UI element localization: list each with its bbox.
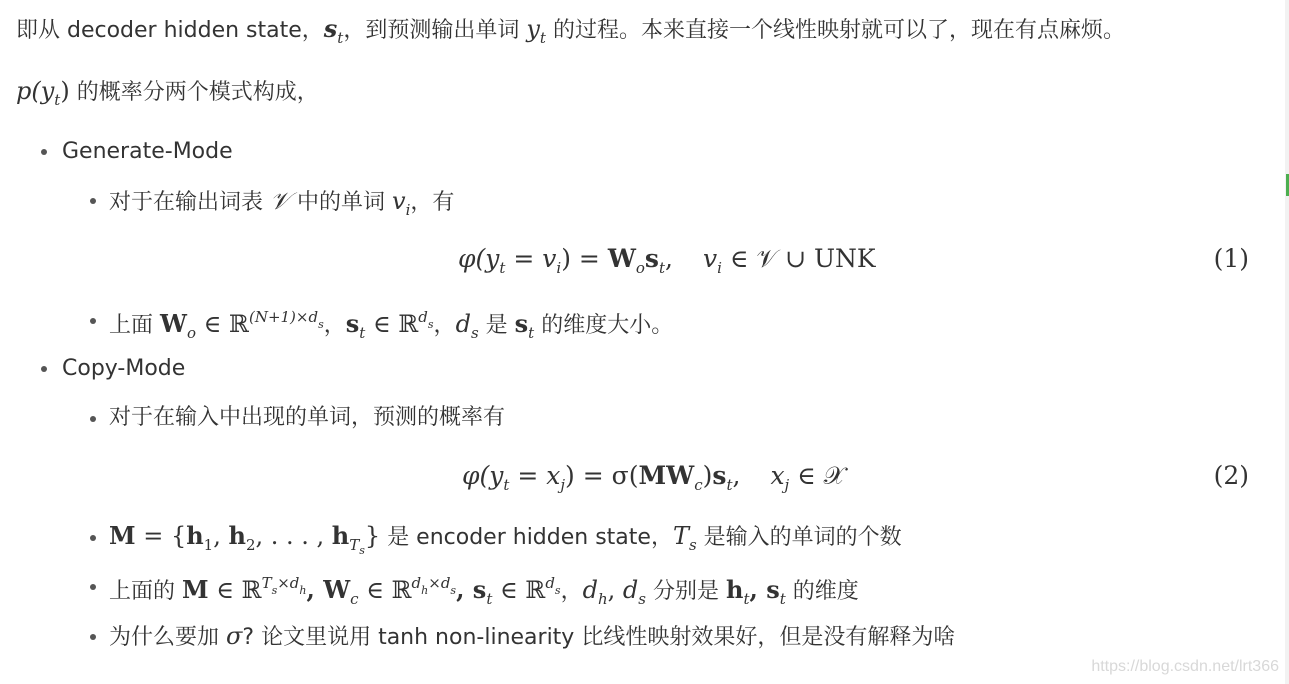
- bullet-copy-item1: [90, 416, 96, 422]
- copy-item4: 为什么要加 σ? 论文里说用 tanh non-linearity 比线性映射效果好，但是没有解释为啥: [109, 622, 956, 650]
- generate-mode-title: Generate-Mode: [62, 139, 233, 164]
- bullet-generate-item2: [90, 318, 96, 324]
- equation-number-2: (2): [1213, 461, 1249, 490]
- copy-item2: $M = \{h_1$, $h_2$, . . . , $h_{Ts}$} 是 encoder hidden state，$T_s$ 是输入的单词的个数: [109, 521, 902, 557]
- equation-number-1: (1): [1213, 244, 1249, 273]
- copy-item3: 上面的 M ∈ ℝ$^{Ts\times dh}$, $W_c$ ∈ ℝ$^{dh\times ds}$, $s_t$ ∈ ℝ$^{ds}$，$d_h$, $d_s$ 分别是 $h_t$, $s_t$ 的维度: [109, 574, 859, 608]
- generate-item1: 对于在输出词表 𝒱 中的单词 $v_i$，有: [109, 187, 455, 219]
- vertical-scrollbar[interactable]: [1285, 0, 1289, 684]
- probability-paragraph: $p(y_t)$ 的概率分两个模式构成，: [16, 77, 319, 109]
- bullet-copy-item4: [90, 634, 96, 640]
- math-y: y: [526, 15, 540, 43]
- watermark-url: https://blog.csdn.net/lrt366: [1091, 658, 1279, 675]
- bullet-copy-item2: [90, 535, 96, 541]
- bullet-copy-item3: [90, 584, 96, 590]
- generate-item2: 上面 $W_o$ ∈ ℝ$^{(N+1)\times ds}$，$s_t$ ∈ ℝ$^{ds}$，$d_s$ 是 $s_t$ 的维度大小。: [109, 308, 674, 342]
- copy-mode-title: Copy-Mode: [62, 356, 186, 381]
- bullet-generate-item1: [90, 198, 96, 204]
- bullet-generate-mode: [41, 149, 47, 155]
- math-s: s: [323, 14, 338, 43]
- bullet-copy-mode: [41, 366, 47, 372]
- copy-item1: 对于在输入中出现的单词，预测的概率有: [109, 405, 506, 430]
- intro-paragraph: 即从 decoder hidden state，$s_t$，到预测输出单词 $y_t$ 的过程。本来直接一个线性映射就可以了，现在有点麻烦。: [16, 14, 1125, 47]
- equation-1: $\varphi(y_t = v_i) = W_os_t$, $v_i$ ∈ 𝒱 ∪ UNK: [458, 244, 876, 277]
- equation-2: $\varphi(y_t = x_j) = \sigma(MW_c)s_t$, $x_j$ ∈ 𝒳: [462, 461, 846, 494]
